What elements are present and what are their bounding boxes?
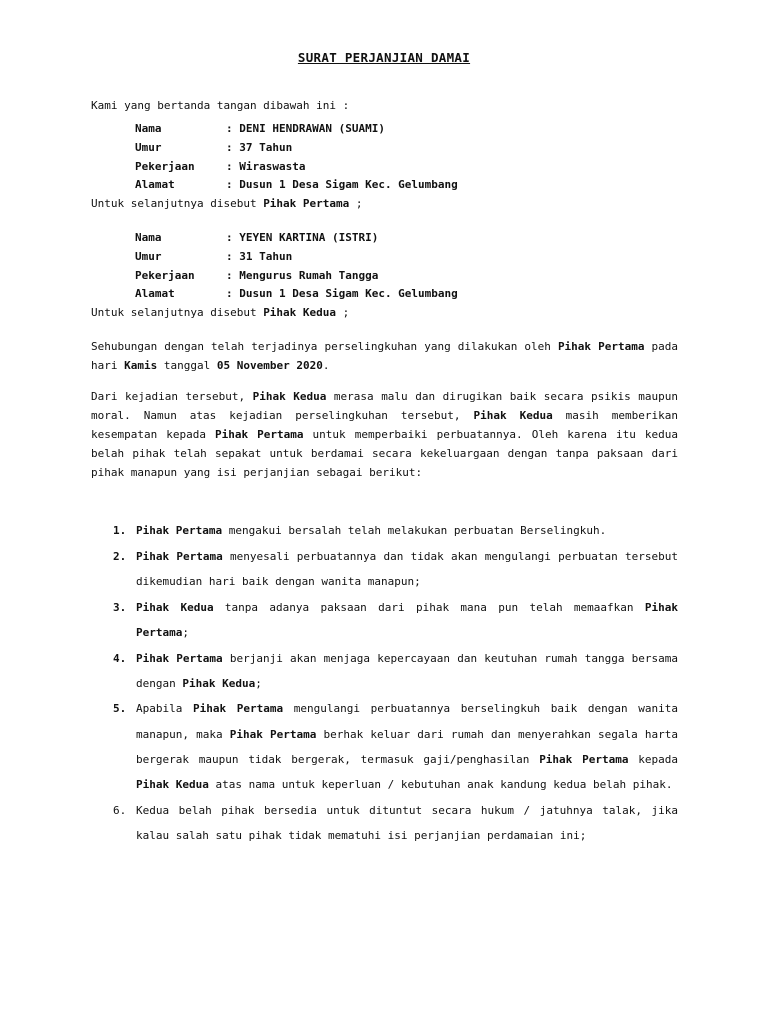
party2-identity (135, 229, 458, 304)
text-run: Kedua belah pihak bersedia untuk dituntut secara hukum / jatuhnya talak, jika kalau salah satu pihak tidak mematuhi isi perjanjian perdamaian ini; (136, 803, 678, 842)
field-key: Pekerjaan (135, 159, 195, 173)
party2-row-occupation (135, 267, 458, 286)
party2-row-address (135, 285, 458, 304)
intro-line: Kami yang bertanda tangan dibawah ini : (91, 99, 350, 112)
bold-term: Pihak Pertama (136, 600, 678, 639)
paragraph-incident (91, 337, 678, 375)
text-run: kepada (628, 752, 679, 766)
text-run: menyesali perbuatannya dan tidak akan mengulangi perbuatan tersebut dikemudian hari baik dengan wanita manapun; (136, 549, 678, 588)
bold-term: Pihak Pertama (136, 549, 223, 563)
field-key: Pekerjaan (135, 268, 195, 282)
text-run: atas nama untuk keperluan / kebutuhan anak kandung kedua belah pihak. (208, 778, 673, 792)
text-run: ; (255, 676, 262, 690)
text-run: Sehubungan dengan telah terjadinya perselingkuhan yang dilakukan oleh (91, 340, 558, 353)
bold-term: Pihak Kedua (136, 778, 209, 792)
document-title: SURAT PERJANJIAN DAMAI (297, 50, 471, 65)
text-run: tanggal (157, 359, 217, 372)
field-value: : 31 Tahun (226, 249, 293, 263)
party2-row-name (135, 229, 458, 248)
bold-term: Pihak Pertama (136, 651, 223, 665)
agreement-item (91, 646, 678, 696)
party2-designation (91, 306, 349, 319)
field-key: Umur (135, 140, 162, 154)
text-run: Dari kejadian tersebut, (91, 390, 253, 403)
designation-prefix: Untuk selanjutnya disebut (91, 306, 264, 319)
bold-term: Pihak Kedua (182, 676, 256, 690)
bold-term: Pihak Pertama (193, 702, 284, 716)
bold-term: Pihak Pertama (539, 752, 629, 766)
agreement-text (136, 518, 678, 543)
agreement-text (136, 544, 678, 594)
agreement-text (136, 646, 678, 696)
party1-designation (91, 197, 363, 210)
party1-identity (135, 120, 458, 195)
agreement-item (91, 798, 678, 848)
party1-row-name (135, 120, 458, 139)
text-run: mengulangi perbuatannya berselingkuh baik dengan wanita manapun, maka (136, 702, 679, 741)
agreement-number: 1. (113, 524, 127, 537)
agreement-text (136, 595, 678, 645)
agreement-number: 2. (113, 549, 127, 563)
text-run: berhak keluar dari rumah dan menyerahkan segala harta bergerak maupun tidak bergerak, termasuk gaji/penghasilan (136, 727, 679, 766)
agreement-number: 3. (113, 600, 127, 614)
text-run: masih memberikan kesempatan kepada (91, 409, 678, 441)
designation-suffix: ; (349, 197, 363, 210)
designation-prefix: Untuk selanjutnya disebut (91, 197, 264, 210)
field-key: Alamat (135, 287, 175, 301)
agreement-text (136, 798, 678, 848)
bold-term: Pihak Pertama (215, 428, 304, 441)
party2-row-age (135, 248, 458, 267)
bold-term: Pihak Kedua (136, 600, 214, 614)
text-run: untuk memperbaiki perbuatannya. Oleh karena itu kedua belah pihak telah sepakat untuk berdamai secara kekeluargaan dengan tanpa paksaan dari pihak manapun yang isi perjanjian sebagai berikut: (91, 428, 678, 479)
text-run: tanpa adanya paksaan dari pihak mana pun telah memaafkan (213, 600, 645, 614)
agreement-item (91, 595, 678, 645)
field-value: : 37 Tahun (226, 140, 293, 154)
agreement-text (136, 696, 678, 797)
text-run: . (322, 359, 330, 372)
text-run: mengakui bersalah telah melakukan perbuatan Berselingkuh. (222, 524, 607, 537)
field-value: : Mengurus Rumah Tangga (226, 268, 379, 282)
paragraph-reconciliation (91, 387, 678, 482)
agreement-item (91, 696, 678, 797)
field-value: : Wiraswasta (226, 159, 306, 173)
party1-row-address (135, 176, 458, 195)
text-run: Apabila (136, 702, 193, 716)
field-key: Nama (135, 231, 162, 244)
designation-suffix: ; (336, 306, 350, 319)
designation-name: Pihak Kedua (263, 306, 337, 319)
field-key: Umur (135, 249, 162, 263)
agreement-number: 5. (113, 702, 127, 716)
bold-term: Kamis (124, 359, 158, 372)
field-key: Nama (135, 122, 162, 135)
agreement-number: 6. (113, 803, 127, 817)
field-value: : Dusun 1 Desa Sigam Kec. Gelumbang (226, 178, 458, 192)
bold-term: Pihak Pertama (136, 524, 223, 537)
bold-term: Pihak Pertama (557, 340, 645, 353)
bold-term: Pihak Kedua (252, 390, 327, 403)
agreement-item (91, 544, 678, 594)
bold-term: Pihak Pertama (229, 727, 317, 741)
agreement-number: 4. (113, 651, 127, 665)
designation-name: Pihak Pertama (263, 197, 350, 210)
field-value: : DENI HENDRAWAN (SUAMI) (226, 122, 385, 135)
field-value: : YEYEN KARTINA (ISTRI) (226, 231, 379, 244)
text-run: berjanji akan menjaga kepercayaan dan keutuhan rumah tangga bersama dengan (136, 651, 678, 690)
field-key: Alamat (135, 178, 175, 192)
party1-row-age (135, 139, 458, 158)
agreement-item (91, 518, 678, 543)
agreement-list (91, 518, 678, 849)
field-value: : Dusun 1 Desa Sigam Kec. Gelumbang (226, 287, 458, 301)
party1-row-occupation (135, 158, 458, 177)
text-run: pada hari (91, 340, 678, 372)
text-run: ; (182, 625, 189, 639)
bold-term: 05 November 2020 (216, 359, 323, 372)
bold-term: Pihak Kedua (473, 409, 553, 422)
text-run: merasa malu dan dirugikan baik secara psikis maupun moral. Namun atas kejadian perselingkuhan tersebut, (91, 390, 678, 422)
